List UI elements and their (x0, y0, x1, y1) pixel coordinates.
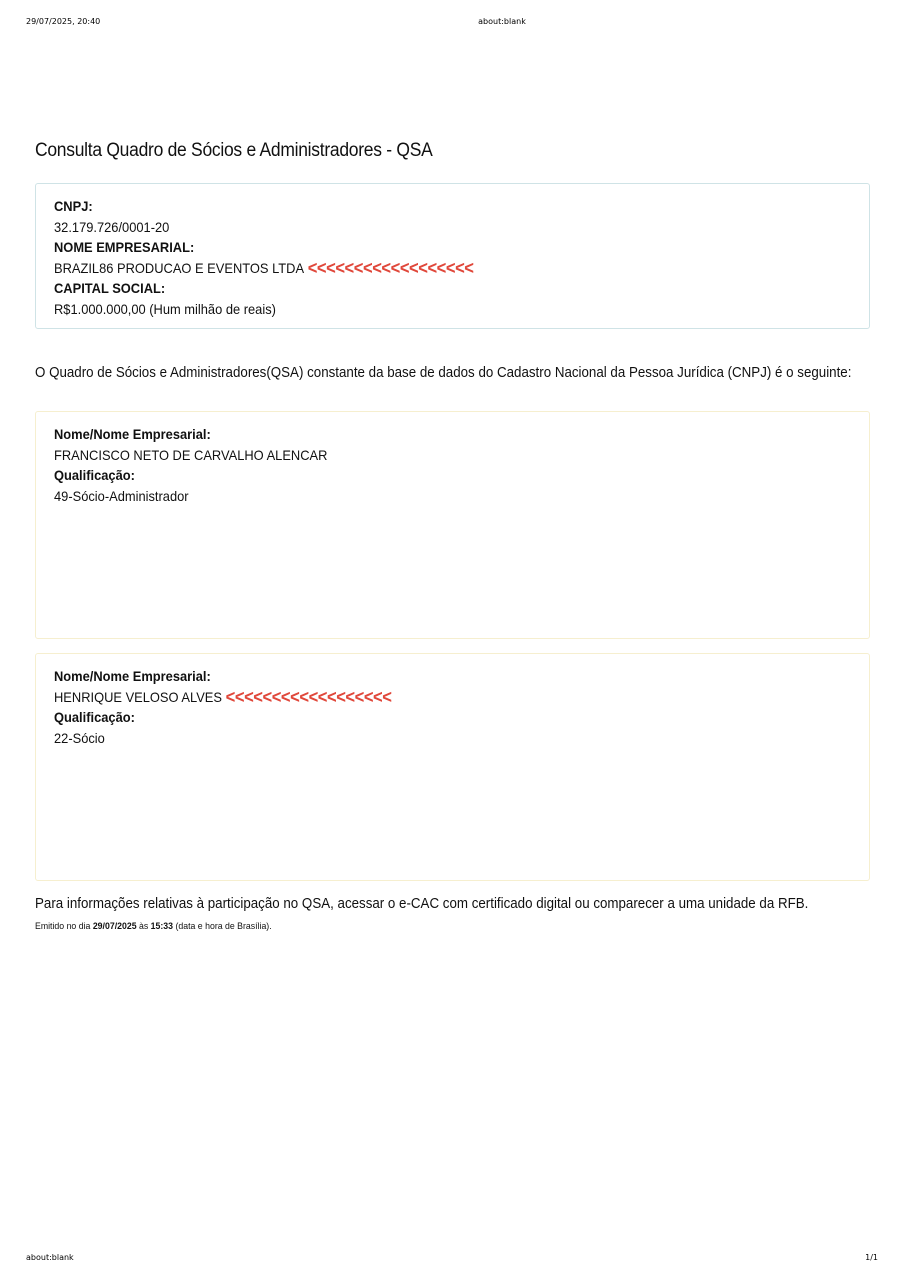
partner-name-row (54, 687, 787, 708)
document-content (35, 140, 870, 932)
company-card (35, 183, 870, 329)
company-name-label: NOME EMPRESARIAL: (54, 239, 195, 255)
emission-middle: às (138, 921, 149, 932)
partner-name-value: FRANCISCO NETO DE CARVALHO ALENCAR (54, 446, 328, 463)
emission-info (35, 921, 803, 932)
print-url: about:blank (478, 17, 526, 26)
partner-name-value: HENRIQUE VELOSO ALVES (54, 688, 222, 705)
partner-card (35, 411, 870, 639)
footer-url: about:blank (26, 1253, 74, 1262)
company-name-row (54, 258, 787, 279)
capital-value: R$1.000.000,00 (Hum milhão de reais) (54, 300, 276, 317)
print-header (0, 17, 904, 31)
emission-prefix: Emitido no dia (35, 921, 91, 932)
emission-time: 15:33 (150, 921, 174, 932)
page-title: Consulta Quadro de Sócios e Administradores - QSA (35, 140, 433, 161)
capital-label: CAPITAL SOCIAL: (54, 280, 166, 296)
partner-qualification-value: 22-Sócio (54, 729, 105, 746)
page-number: 1/1 (865, 1253, 878, 1262)
company-name-value: BRAZIL86 PRODUCAO E EVENTOS LTDA (54, 259, 305, 276)
partner-qualification-label: Qualificação: (54, 709, 135, 725)
partner-name-label: Nome/Nome Empresarial: (54, 426, 211, 442)
cnpj-label: CNPJ: (54, 198, 93, 214)
emission-suffix: (data e hora de Brasília). (175, 921, 272, 932)
intro-text: O Quadro de Sócios e Administradores(QSA) constante da base de dados do Cadastro Nacional da Pessoa Jurídica (CNPJ) é o seguinte: (35, 365, 852, 381)
partner-name-label: Nome/Nome Empresarial: (54, 668, 211, 684)
highlight-arrows-marker: <<<<<<<<<<<<<<<<<< (225, 686, 392, 707)
info-note: Para informações relativas à participação no QSA, acessar o e-CAC com certificado digital ou comparecer a uma unidade da RFB. (35, 896, 809, 912)
emission-date: 29/07/2025 (92, 921, 137, 932)
print-datetime: 29/07/2025, 20:40 (26, 17, 101, 26)
partner-qualification-label: Qualificação: (54, 467, 135, 483)
partner-qualification-value: 49-Sócio-Administrador (54, 487, 189, 504)
highlight-arrows-marker: <<<<<<<<<<<<<<<<<< (307, 257, 474, 278)
partner-card (35, 653, 870, 881)
cnpj-value: 32.179.726/0001-20 (54, 218, 170, 235)
print-footer (0, 1253, 904, 1267)
